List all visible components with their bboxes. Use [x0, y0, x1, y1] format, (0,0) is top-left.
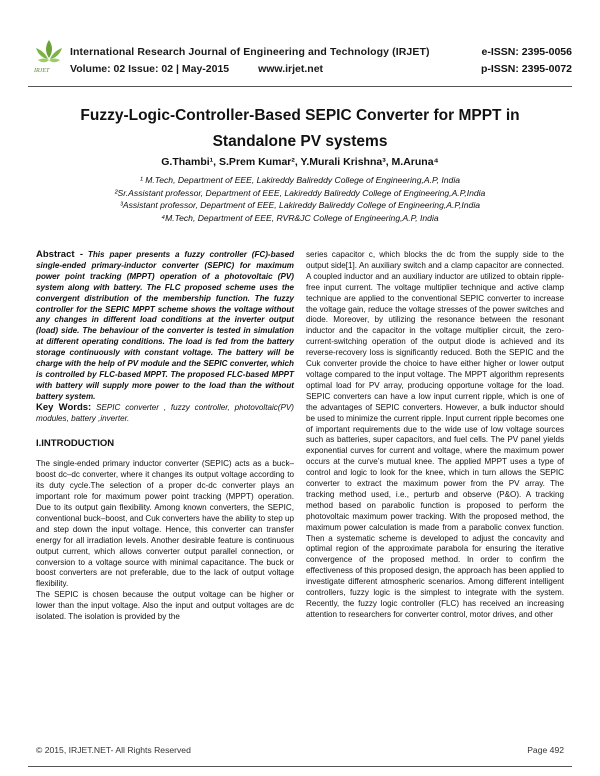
volume-issue: Volume: 02 Issue: 02 | May-2015: [70, 63, 230, 75]
affiliations: [40, 174, 560, 224]
intro-paragraph-1: The single-ended primary inductor converter (SEPIC) acts as a buck–boost dc–dc converter, where it changes its output voltage according to its duty cycle.The selection of a proper dc-dc converter plays an important role for maximum power point tracking (MPPT) operation. Due to its output gain flexibility. Among known converters, the SEPIC, conventional buck–boost, and Cuk converters have the ability to step up and step down the input voltage. Hence, this converter can transfer energy for all irradiation levels. Another desirable feature is continuous output current, which allows converter output parallel connection, or conversion to a voltage source with minimal capacitance. The buck or boost converters are not preferable, due to the lack of output voltage flexibility.: [36, 459, 294, 589]
right-column-text: series capacitor c, which blocks the dc from the supply side to the output side[1]. An auxiliary switch and a clamp capacitor are connected. A coupled inductor and an auxiliary inductor are utilized to obtain ripple-free input current. The voltage multiplier technique and active clamp technique are applied to the conventional SEPIC converter to increase the voltage gain, reduce the voltage stresses of the power switches and diode. Moreover, by utilizing the resonance between the resonant inductor and the capacitor in the voltage multiplier circuit, the zero-current-switching operation of the output diode is achieved and its reverse-recovery loss is significantly reduced. Both the SEPIC and the Cuk converter provide the choice to have either higher or lower output voltage compared to the input voltage. The MPPT algorithm represents optimal load for PV array, producing opportune voltage for the load. SEPIC converters can have a low input current ripple, which is one of the advantages of SEPIC converters. However, a bulk inductor should be used to minimize the current ripple. Input current ripple becomes one of important requirements due to the wide use of low voltage sources such as batteries, super capacitors, and fuel cells. The PV panel yields exponential curves for current and voltage, where the maximum power occurs at the curve’s mutual knee. The applied MPPT uses a type of control and logic to look for the knee, which in turn allows the SEPIC converter to extract the maximum power from the PV array. The tracking method used, i.e., perturb and observe (P&O). A tracking method based on parabolic function is proposed to perform the photovoltaic maximum power tracking. With the proposed method, the maximum power calculation is made from a parabolic convex function. Then a systematic scheme is developed to adjust the concavity and optimal region of the approximate parabola for ensuring the iterative convergence of the proposed method. In order to confirm the effectiveness of this proposed design, the approach has been applied to investigate different atmospheric scenarios. Among different intelligent controllers, fuzzy logic is the simplest to integrate with the system. Recently, the fuzzy logic controller (FLC) has received an increasing attention to researchers for converter control, motor drives, and other: [306, 250, 564, 619]
footer-copyright: © 2015, IRJET.NET- All Rights Reserved: [36, 745, 191, 755]
title-line-2: Standalone PV systems: [212, 133, 388, 150]
right-column: [306, 250, 564, 621]
intro-paragraph-2: The SEPIC is chosen because the output voltage can be higher or lower than the input voltage. Also the input and output voltages are dc isolated. The isolation is provided by the: [36, 590, 294, 622]
title-line-1: Fuzzy-Logic-Controller-Based SEPIC Converter for MPPT in: [80, 107, 520, 124]
eissn: e-ISSN: 2395-0056: [481, 46, 572, 58]
logo-text: IRJET: [34, 68, 50, 74]
affiliation-3: ³Assistant professor, Department of EEE, Lakireddy Balireddy College of Engineering,A.P,India: [119, 200, 481, 210]
website-link[interactable]: www.irjet.net: [258, 63, 324, 75]
journal-header: [28, 38, 572, 84]
paper-title: [40, 103, 560, 155]
affiliation-1: ¹ M.Tech, Department of EEE, Lakireddy Balireddy College of Engineering,A.P, India: [139, 175, 461, 185]
keywords: [36, 403, 294, 425]
abstract-body: This paper presents a fuzzy controller (FC)-based single-ended primary-inductor converter (SEPIC) for maximum power point tracking (MPPT) operation of a photovoltaic (PV) system along with battery. The FLC proposed scheme uses the convergent distribution of the membership function. The fuzzy controller for the SEPIC MPPT scheme shows the voltage without any changes in different load conditions at the inverter output (load) side. The behaviour of the converter is tested in simulation at different operating conditions. The load is fed from the battery storage continuously with constant voltage. The battery will be charge with the help of PV module and the SEPIC converter, which is controlled by FLC-based MPPT. The proposed FLC-based MPPT with battery will supply more power to the load than the without battery system.: [36, 250, 295, 401]
keywords-heading: Key Words:: [36, 401, 92, 413]
section-heading: I.INTRODUCTION: [36, 437, 115, 449]
affiliation-4: ⁴M.Tech, Department of EEE, RVR&JC College of Engineering,A.P, India: [161, 212, 439, 223]
abstract: [36, 250, 294, 403]
affiliation-2: ²Sr.Assistant professor, Department of EEE, Lakireddy Balireddy College of Engineering,A.P,India: [114, 187, 486, 198]
authors: G.Thambi¹, S.Prem Kumar², Y.Murali Krishna³, M.Aruna⁴: [161, 156, 439, 168]
footer-divider: [28, 766, 572, 767]
keywords-body: SEPIC converter , fuzzy controller, photovoltaic(PV) modules, battery ,inverter.: [36, 402, 294, 423]
volume-line: [70, 63, 349, 75]
abstract-heading: Abstract -: [36, 249, 83, 260]
left-column: [36, 250, 294, 623]
pissn: p-ISSN: 2395-0072: [480, 63, 572, 75]
header-divider: [28, 86, 572, 87]
footer-page-number: Page 492: [527, 745, 564, 755]
journal-name: International Research Journal of Engineering and Technology (IRJET): [70, 46, 430, 58]
